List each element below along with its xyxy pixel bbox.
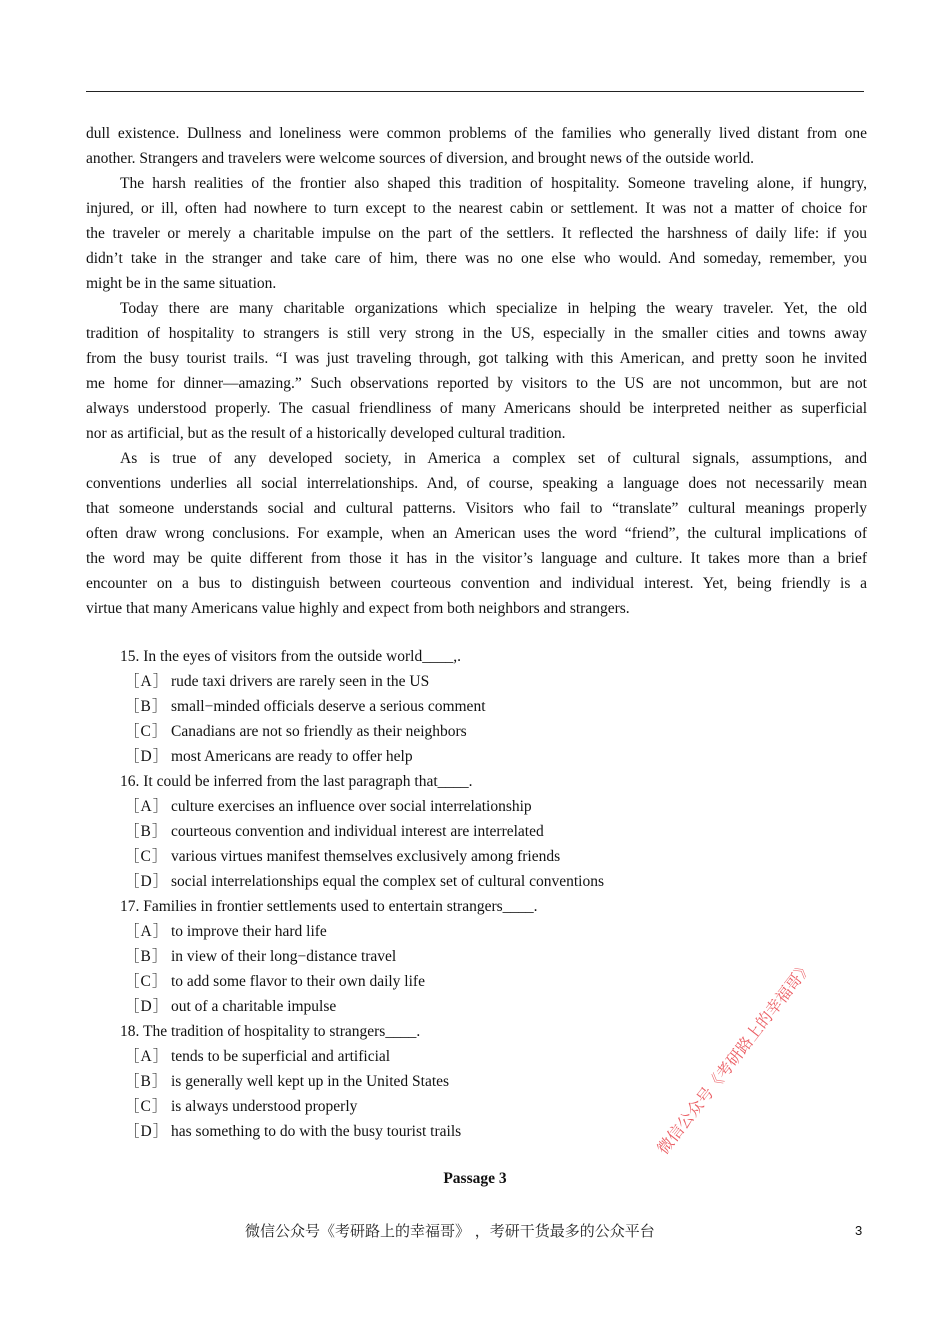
page-number: 3 [855, 1223, 863, 1238]
question [120, 644, 820, 769]
answer-option [120, 744, 820, 769]
answer-option [120, 669, 820, 694]
text-line: the traveler or merely a charitable impulse on the part of the settlers. It reflected the harshness of daily life: if you [86, 225, 867, 242]
option-text: out of a charitable impulse [171, 998, 337, 1015]
text-line: didn’t take in the stranger and take care of him, there was no one else who would. And someday, remember, you [86, 250, 867, 267]
text-line: another. Strangers and travelers were welcome sources of diversion, and brought news of the outside world. [86, 150, 755, 167]
answer-option [120, 869, 820, 894]
question-stem: 18. The tradition of hospitality to strangers____. [120, 1023, 421, 1040]
option-text: most Americans are ready to offer help [171, 748, 413, 765]
option-text: various virtues manifest themselves exclusively among friends [171, 848, 561, 865]
text-line: nor as artificial, but as the result of a historically developed cultural tradition. [86, 425, 566, 442]
text-line: The harsh realities of the frontier also shaped this tradition of hospitality. Someone traveling alone, if hungry, [120, 175, 867, 192]
option-text: to add some flavor to their own daily life [171, 973, 425, 990]
option-text: tends to be superficial and artificial [171, 1048, 391, 1065]
answer-option [120, 969, 820, 994]
option-text: has something to do with the busy tourist trails [171, 1123, 462, 1140]
option-letter: ［D］ [124, 1123, 170, 1140]
text-line: the word may be quite different from those it has in the visitor’s language and culture. It takes more than a brief [86, 550, 867, 567]
question-stem: 16. It could be inferred from the last paragraph that____. [120, 773, 473, 790]
paragraph [86, 121, 867, 171]
option-text: small−minded officials deserve a serious comment [171, 698, 486, 715]
text-line: virtue that many Americans value highly and expect from both neighbors and strangers. [86, 600, 630, 617]
option-text: social interrelationships equal the complex set of cultural conventions [171, 873, 605, 890]
option-letter: ［C］ [124, 1098, 169, 1115]
option-text: in view of their long−distance travel [171, 948, 397, 965]
option-letter: ［C］ [124, 723, 169, 740]
option-letter: ［B］ [124, 1073, 169, 1090]
watermark: 微信公众号《考研路上的幸福哥》 [653, 957, 817, 1158]
text-line: that someone understands social and cultural patterns. Visitors who fail to “translate” cultural meanings properly [86, 500, 867, 517]
answer-option [120, 919, 820, 944]
text-line: from the busy tourist trails. “I was just traveling through, got talking with this American, and pretty soon he invited [86, 350, 867, 367]
option-text: Canadians are not so friendly as their neighbors [171, 723, 467, 740]
option-letter: ［C］ [124, 848, 169, 865]
text-line: always understood properly. The casual friendliness of many Americans should be interpreted neither as superficial [86, 400, 867, 417]
option-letter: ［D］ [124, 998, 170, 1015]
answer-option [120, 994, 820, 1019]
option-text: rude taxi drivers are rarely seen in the US [171, 673, 430, 690]
option-text: is generally well kept up in the United States [171, 1073, 450, 1090]
paragraph [86, 171, 867, 296]
answer-option [120, 819, 820, 844]
passage-body [86, 121, 867, 621]
paragraph [86, 446, 867, 621]
answer-option [120, 694, 820, 719]
header-rule [86, 91, 864, 92]
answer-option [120, 844, 820, 869]
option-text: is always understood properly [171, 1098, 358, 1115]
option-letter: ［B］ [124, 823, 169, 840]
text-line: encounter on a bus to distinguish between courteous convention and individual interest. Yet, being friendly is a [86, 575, 867, 592]
page-footer: 微信公众号《考研路上的幸福哥》 ，考研干货最多的公众平台 [245, 1222, 655, 1240]
question [120, 769, 820, 894]
text-line: might be in the same situation. [86, 275, 277, 292]
question [120, 894, 820, 1019]
text-line: conventions underlies all social interrelationships. And, of course, speaking a language does not necessarily mean [86, 475, 867, 492]
option-letter: ［A］ [124, 673, 170, 690]
option-letter: ［B］ [124, 948, 169, 965]
option-letter: ［D］ [124, 748, 170, 765]
option-letter: ［A］ [124, 798, 170, 815]
text-line: tradition of hospitality to strangers is still very strong in the US, especially in the smaller cities and towns away [86, 325, 867, 342]
answer-option [120, 1119, 820, 1144]
question-stem: 17. Families in frontier settlements used to entertain strangers____. [120, 898, 538, 915]
option-text: courteous convention and individual interest are interrelated [171, 823, 544, 840]
option-letter: ［A］ [124, 923, 170, 940]
passage-heading: Passage 3 [443, 1170, 507, 1187]
option-letter: ［B］ [124, 698, 169, 715]
answer-option [120, 794, 820, 819]
text-line: often draw wrong conclusions. For example, when an American uses the word “friend”, the cultural implications of [86, 525, 867, 542]
text-line: injured, or ill, often had nowhere to turn except to the nearest cabin or settlement. It was not a matter of choice for [86, 200, 867, 217]
option-letter: ［C］ [124, 973, 169, 990]
text-line: As is true of any developed society, in America a complex set of cultural signals, assumptions, and [120, 450, 867, 467]
option-text: culture exercises an influence over social interrelationship [171, 798, 532, 815]
option-letter: ［A］ [124, 1048, 170, 1065]
question-stem: 15. In the eyes of visitors from the outside world____,. [120, 648, 461, 665]
option-letter: ［D］ [124, 873, 170, 890]
text-line: dull existence. Dullness and loneliness were common problems of the families who generally lived distant from one [86, 125, 867, 142]
text-line: me home for dinner—amazing.” Such observations reported by visitors to the US are not uncommon, but are not [86, 375, 867, 392]
option-text: to improve their hard life [171, 923, 327, 940]
answer-option [120, 944, 820, 969]
paragraph [86, 296, 867, 446]
text-line: Today there are many charitable organizations which specialize in helping the weary traveler. Yet, the old [120, 300, 867, 317]
answer-option [120, 719, 820, 744]
